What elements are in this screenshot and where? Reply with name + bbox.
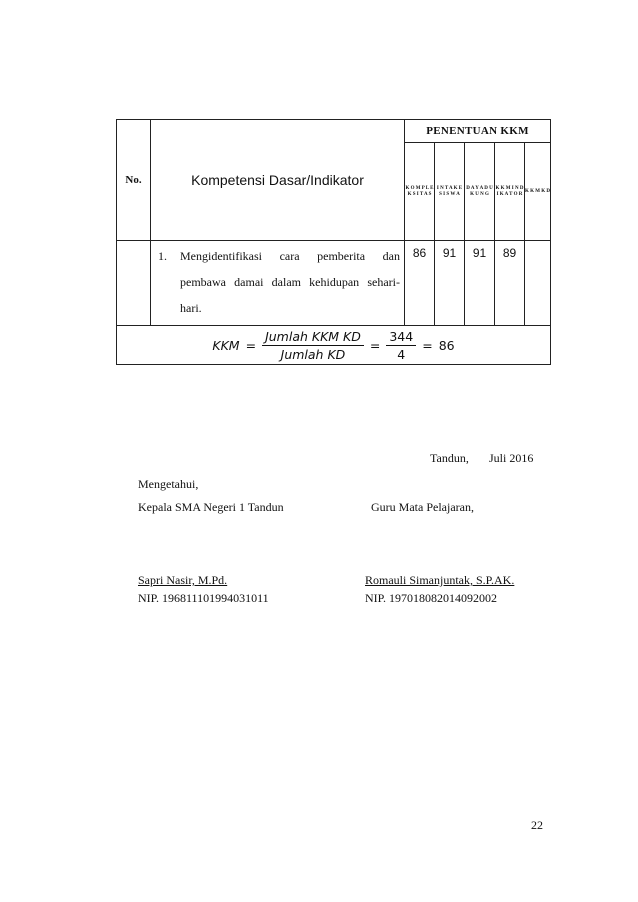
formula-fraction-2-numerator: 344 — [386, 329, 416, 346]
score-kompleksitas: 86 — [405, 241, 435, 326]
signature-date: Juli 2016 — [489, 451, 534, 465]
signature-place: Tandun, — [430, 451, 469, 465]
criteria-header-intake-siswa: I N T A K E S I S W A — [435, 143, 465, 241]
item-number: 1. — [158, 249, 167, 263]
penentuan-kkm-header: PENENTUAN KKM — [405, 120, 551, 143]
formula-row — [117, 326, 551, 365]
criteria-header-kkm-indikator: K K M I N D I K A T O R — [495, 143, 525, 241]
kd-item-cell — [151, 241, 405, 326]
kkm-table — [116, 119, 551, 365]
principal-nip: NIP. 196811101994031011 — [138, 591, 269, 605]
row-number-empty-cell — [117, 241, 151, 326]
formula-equals-2: = — [369, 337, 381, 353]
score-kkm-indikator: 89 — [495, 241, 525, 326]
kd-column-header: Kompetensi Dasar/Indikator — [151, 120, 405, 241]
score-kkm-kd — [525, 241, 551, 326]
teacher-role: Guru Mata Pelajaran, — [371, 500, 474, 514]
table-header-row — [117, 120, 551, 143]
formula-fraction-2 — [386, 329, 416, 362]
formula-fraction-1-denominator: Jumlah KD — [280, 346, 346, 362]
formula-cell — [117, 326, 551, 365]
formula-fraction-1 — [262, 329, 364, 362]
formula-fraction-2-denominator: 4 — [397, 346, 406, 362]
principal-name: Sapri Nasir, M.Pd. — [138, 573, 228, 587]
item-description — [180, 243, 400, 321]
score-daya-dukung: 91 — [465, 241, 495, 326]
formula-equals-3: = — [422, 337, 433, 353]
item-description-rest: pembawa damai dalam kehidupan sehari-hari. — [180, 275, 400, 315]
page-number: 22 — [531, 818, 543, 832]
acknowledged-label: Mengetahui, — [138, 477, 199, 491]
criteria-header-daya-dukung: D A Y A D U K U N G — [465, 143, 495, 241]
no-column-header: No. — [117, 120, 151, 241]
formula-fraction-1-numerator: Jumlah KKM KD — [262, 329, 364, 346]
kkm-formula — [117, 329, 550, 362]
criteria-header-kompleksitas: K O M P L E K S I T A S — [405, 143, 435, 241]
principal-role: Kepala SMA Negeri 1 Tandun — [138, 500, 284, 514]
teacher-name: Romauli Simanjuntak, S.P.AK. — [365, 573, 515, 587]
score-intake-siswa: 91 — [435, 241, 465, 326]
formula-result: 86 — [438, 337, 455, 353]
teacher-nip: NIP. 197018082014092002 — [365, 591, 498, 605]
criteria-header-kkm-kd: K K M K D — [525, 143, 551, 241]
item-description-line1: Mengidentifikasi cara pemberita dan — [180, 249, 400, 263]
formula-equals-1: = — [245, 337, 257, 353]
table-row — [117, 241, 551, 326]
formula-lhs: KKM — [212, 337, 240, 353]
